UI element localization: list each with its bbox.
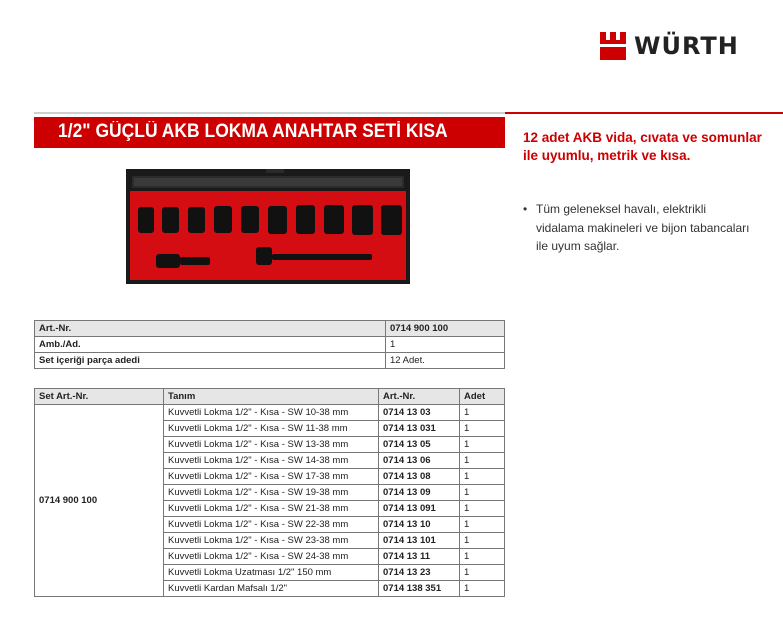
page-title: 1/2" GÜÇLÜ AKB LOKMA ANAHTAR SETİ KISA [58, 121, 448, 142]
item-description: Kuvvetli Lokma 1/2" - Kısa - SW 19-38 mm [164, 485, 379, 501]
column-header: Art.-Nr. [379, 389, 460, 405]
item-description: Kuvvetli Lokma 1/2" - Kısa - SW 14-38 mm [164, 453, 379, 469]
bullet-icon: • [523, 202, 528, 216]
item-article-number: 0714 13 091 [379, 501, 460, 517]
item-article-number: 0714 13 23 [379, 565, 460, 581]
item-article-number: 0714 13 101 [379, 533, 460, 549]
table-row [35, 321, 505, 337]
item-article-number: 0714 13 06 [379, 453, 460, 469]
brand-name: WÜRTH [634, 32, 739, 60]
header-divider [34, 112, 505, 114]
info-label: Amb./Ad. [35, 337, 386, 353]
item-quantity: 1 [460, 485, 505, 501]
item-quantity: 1 [460, 533, 505, 549]
info-value: 0714 900 100 [386, 321, 505, 337]
item-description: Kuvvetli Lokma 1/2" - Kısa - SW 23-38 mm [164, 533, 379, 549]
item-article-number: 0714 13 031 [379, 421, 460, 437]
item-quantity: 1 [460, 437, 505, 453]
info-label: Art.-Nr. [35, 321, 386, 337]
item-description: Kuvvetli Lokma 1/2" - Kısa - SW 10-38 mm [164, 405, 379, 421]
item-quantity: 1 [460, 469, 505, 485]
item-article-number: 0714 13 08 [379, 469, 460, 485]
item-quantity: 1 [460, 405, 505, 421]
feature-list [523, 200, 753, 256]
item-quantity: 1 [460, 565, 505, 581]
feature-item [523, 200, 753, 256]
item-description: Kuvvetli Lokma 1/2" - Kısa - SW 13-38 mm [164, 437, 379, 453]
set-contents-table [34, 388, 505, 597]
item-article-number: 0714 13 09 [379, 485, 460, 501]
item-article-number: 0714 13 05 [379, 437, 460, 453]
article-info-table [34, 320, 505, 369]
item-quantity: 1 [460, 549, 505, 565]
table-row [35, 405, 505, 421]
info-value: 12 Adet. [386, 353, 505, 369]
set-article-number: 0714 900 100 [35, 405, 164, 597]
item-description: Kuvvetli Lokma 1/2" - Kısa - SW 24-38 mm [164, 549, 379, 565]
item-description: Kuvvetli Kardan Mafsalı 1/2" [164, 581, 379, 597]
table-header-row [35, 389, 505, 405]
column-header: Adet [460, 389, 505, 405]
item-description: Kuvvetli Lokma 1/2" - Kısa - SW 11-38 mm [164, 421, 379, 437]
item-quantity: 1 [460, 501, 505, 517]
header-divider-accent [505, 112, 783, 114]
item-quantity: 1 [460, 421, 505, 437]
item-article-number: 0714 138 351 [379, 581, 460, 597]
item-article-number: 0714 13 10 [379, 517, 460, 533]
info-value: 1 [386, 337, 505, 353]
feature-text: Tüm geleneksel havalı, elektrikli vidalama makineleri ve bijon tabancaları ile uyum sağlar. [536, 202, 750, 253]
item-article-number: 0714 13 03 [379, 405, 460, 421]
wurth-logo [598, 30, 758, 64]
info-label: Set içeriği parça adedi [35, 353, 386, 369]
product-subtitle: 12 adet AKB vida, cıvata ve somunlar ile uyumlu, metrik ve kısa. [523, 130, 762, 163]
column-header: Tanım [164, 389, 379, 405]
item-quantity: 1 [460, 581, 505, 597]
item-quantity: 1 [460, 517, 505, 533]
column-header: Set Art.-Nr. [35, 389, 164, 405]
item-article-number: 0714 13 11 [379, 549, 460, 565]
item-description: Kuvvetli Lokma 1/2" - Kısa - SW 21-38 mm [164, 501, 379, 517]
item-description: Kuvvetli Lokma 1/2" - Kısa - SW 17-38 mm [164, 469, 379, 485]
item-description: Kuvvetli Lokma Uzatması 1/2" 150 mm [164, 565, 379, 581]
table-row [35, 337, 505, 353]
item-quantity: 1 [460, 453, 505, 469]
item-description: Kuvvetli Lokma 1/2" - Kısa - SW 22-38 mm [164, 517, 379, 533]
wurth-logo-icon [598, 30, 628, 62]
product-image [126, 169, 410, 284]
table-row [35, 353, 505, 369]
